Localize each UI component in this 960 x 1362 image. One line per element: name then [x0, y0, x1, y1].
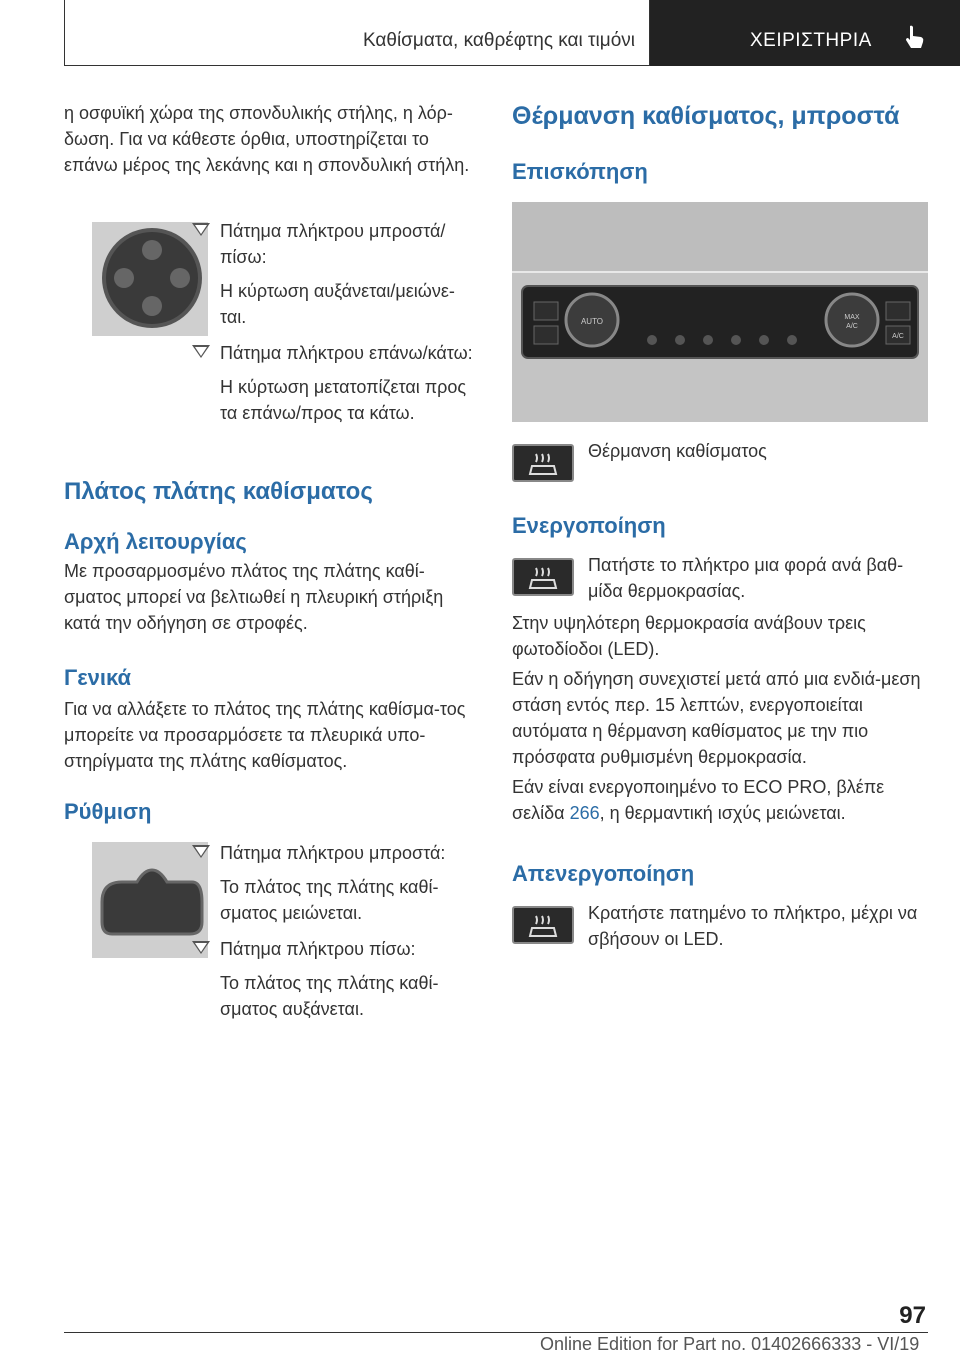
- lumbar-intro: η οσφυϊκή χώρα της σπονδυλικής στήλης, η λόρ-δωση. Για να κάθεστε όρθια, υποστηρίζεται το επάνω μέρος της λεκάνης και η σπονδυλική στήλη.: [64, 103, 470, 175]
- seat-heating-label: Θέρμανση καθίσματος: [588, 441, 767, 461]
- deactivation-title: Απενεργοποίηση: [512, 861, 695, 886]
- climate-panel-illustration: [512, 202, 928, 422]
- seat-heating-button-icon: [512, 558, 574, 596]
- seat-heating-title: Θέρμανση καθίσματος, μπροστά: [512, 102, 900, 130]
- left-column: [64, 100, 476, 1019]
- activation-text: Πατήστε το πλήκτρο μια φορά ανά βαθ-μίδα θερμοκρασίας.: [588, 555, 904, 601]
- continue-text: Εάν η οδήγηση συνεχιστεί μετά από μια ενδιά-μεση στάση εντός περ. 15 λεπτών, ενεργοποιείται αυτόματα η θέρμανση καθίσματος με την πιο πρόσφατα ρυθμισμένη θερμοκρασία.: [512, 669, 921, 767]
- max-ac-label: A/C: [846, 323, 858, 330]
- adjust-title: Ρύθμιση: [64, 799, 152, 824]
- max-label: MAX: [844, 314, 860, 321]
- step-triangle-icon: [192, 941, 210, 954]
- chapter-title: Καθίσματα, καθρέφτης και τιμόνι: [362, 30, 635, 51]
- width-step-2: Πάτημα πλήκτρου πίσω:: [192, 936, 476, 962]
- step-triangle-icon: [192, 845, 210, 858]
- lumbar-step-1: Πάτημα πλήκτρου μπροστά/πίσω:: [192, 218, 476, 270]
- eco-text: Εάν είναι ενεργοποιημένο το ECO PRO, βλέπε σελίδα 266, η θερμαντική ισχύς μειώνεται.: [512, 777, 885, 823]
- width-step-2-result: Το πλάτος της πλάτης καθί-σματος αυξάνεται.: [220, 973, 439, 1019]
- page-header: [64, 0, 960, 66]
- auto-label: AUTO: [580, 317, 604, 326]
- width-switch-icon: [92, 842, 208, 958]
- width-step-1-result: Το πλάτος της πλάτης καθί-σματος μειώνεται.: [220, 877, 439, 923]
- lumbar-switch-image: [92, 222, 208, 336]
- page-number: 97: [899, 1302, 926, 1329]
- seat-heating-button-icon: [512, 444, 574, 482]
- deactivation-text: Κρατήστε πατημένο το πλήκτρο, μέχρι να σβήσουν οι LED.: [588, 903, 918, 949]
- step-triangle-icon: [192, 345, 210, 358]
- leds-text: Στην υψηλότερη θερμοκρασία ανάβουν τρεις φωτοδίοδοι (LED).: [512, 613, 866, 659]
- lumbar-step-2: Πάτημα πλήκτρου επάνω/κάτω:: [192, 340, 476, 366]
- section-tab: [650, 0, 960, 66]
- page-link[interactable]: 266: [569, 803, 600, 823]
- principle-title: Αρχή λειτουργίας: [64, 529, 247, 554]
- chapter-tab: [64, 0, 650, 66]
- general-title: Γενικά: [64, 665, 132, 690]
- section-title: ΧΕΙΡΙΣΤΗΡΙΑ: [750, 30, 872, 51]
- width-section-title: Πλάτος πλάτης καθίσματος: [64, 478, 373, 505]
- lumbar-step-1-result: Η κύρτωση αυξάνεται/μειώνε-ται.: [220, 281, 455, 327]
- activation-title: Ενεργοποίηση: [512, 513, 666, 538]
- lumbar-switch-icon: [92, 222, 208, 336]
- general-text: Για να αλλάξετε το πλάτος της πλάτης καθίσμα-τος μπορείτε να προσαρμόσετε τα πλευρικά υπο-στηρίγματα της πλάτης καθίσματος.: [64, 699, 466, 771]
- climate-panel-image: [512, 202, 928, 422]
- principle-text: Με προσαρμοσμένο πλάτος της πλάτης καθί-σματος μπορεί να βελτιωθεί η πλευρική στήριξη κατά την οδήγηση σε στροφές.: [64, 561, 444, 633]
- lumbar-step-2-result: Η κύρτωση μετατοπίζεται προς τα επάνω/προς τα κάτω.: [220, 377, 467, 423]
- footer-divider: [64, 1332, 928, 1333]
- width-switch-image: [92, 842, 208, 958]
- ac-label: A/C: [892, 333, 904, 340]
- seat-heating-button-icon: [512, 906, 574, 944]
- footer-edition: Online Edition for Part no. 01402666333 - VI/19: [540, 1334, 920, 1354]
- overview-title: Επισκόπηση: [512, 159, 648, 184]
- width-step-1: Πάτημα πλήκτρου μπροστά:: [192, 840, 476, 866]
- step-triangle-icon: [192, 223, 210, 236]
- hand-pointer-icon: [902, 24, 928, 50]
